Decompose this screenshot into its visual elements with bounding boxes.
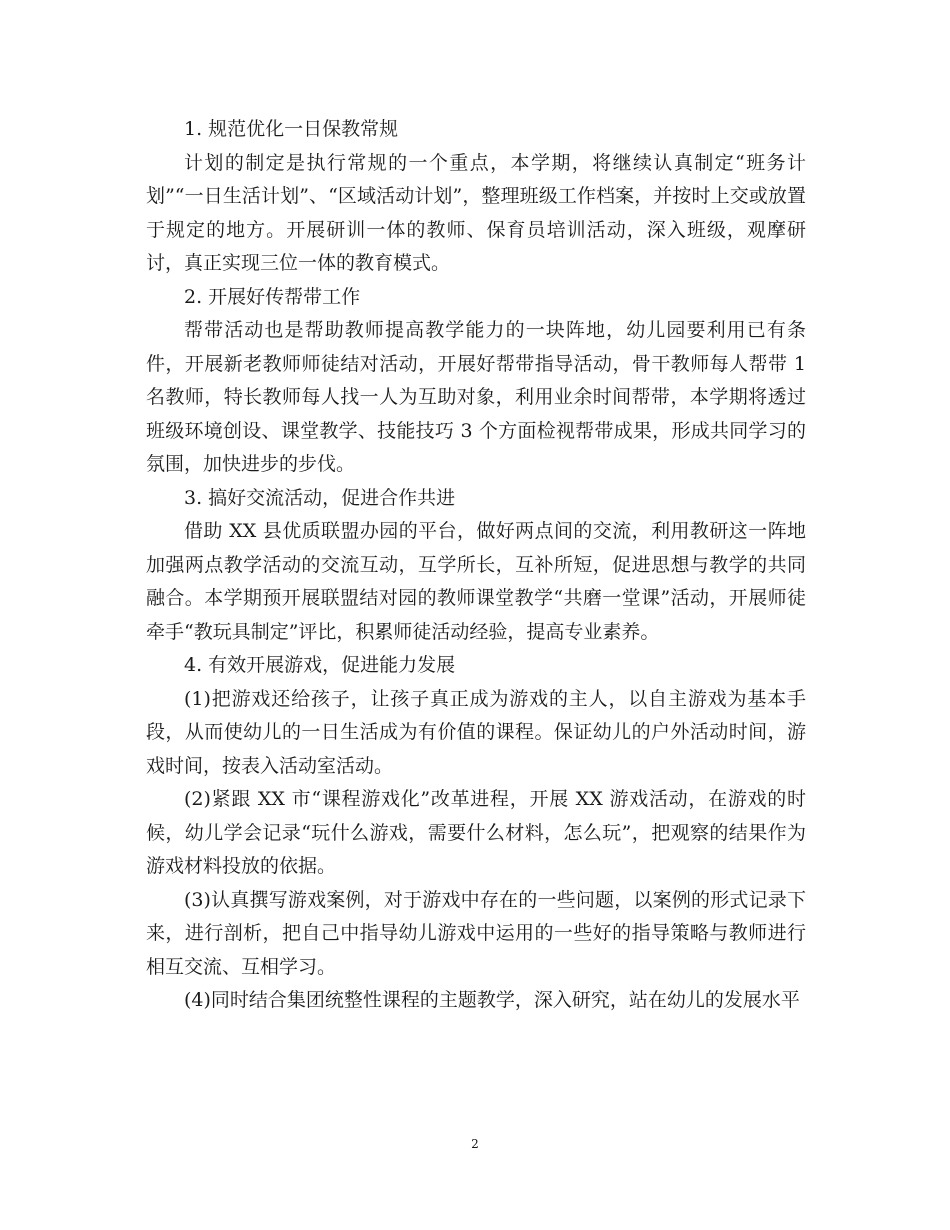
section-heading-2: 2. 开展好传帮带工作: [184, 285, 361, 308]
section-heading-4: 4. 有效开展游戏，促进能力发展: [184, 654, 456, 676]
list-item: (1)把游戏还给孩子，让孩子真正成为游戏的主人，以自主游戏为基本手段，从而使幼儿的一日生活成为有价值的课程。保证幼儿的户外活动时间，游戏时间，按表入活动室活动。: [146, 687, 806, 777]
paragraph: 帮带活动也是帮助教师提高教学能力的一块阵地，幼儿园要利用已有条件，开展新老教师师徒结对活动，开展好帮带指导活动，骨干教师每人帮带 1 名教师，特长教师每人找一人为互助对象，利用业余时间帮带，本学期将透过班级环境创设、课堂教学、技能技巧 3 个方面检视帮带成果，形成共同学习的氛围，加快进步的步伐。: [146, 319, 806, 475]
section-heading-3: 3. 搞好交流活动，促进合作共进: [184, 486, 456, 509]
paragraph: 计划的制定是执行常规的一个重点，本学期，将继续认真制定“班务计划”“一日生活计划”、“区域活动计划”，整理班级工作档案，并按时上交或放置于规定的地方。开展研训一体的教师、保育员培训活动，深入班级，观摩研讨，真正实现三位一体的教育模式。: [146, 151, 806, 274]
page-number: 2: [471, 1137, 479, 1151]
list-item: (3)认真撰写游戏案例，对于游戏中存在的一些问题，以案例的形式记录下来，进行剖析，把自己中指导幼儿游戏中运用的一些好的指导策略与教师进行相互交流、互相学习。: [146, 888, 806, 978]
paragraph: 借助 XX 县优质联盟办园的平台，做好两点间的交流，利用教研这一阵地加强两点教学活动的交流互动，互学所长，互补所短，促进思想与教学的共同融合。本学期预开展联盟结对园的教师课堂教学“共磨一堂课”活动，开展师徒牵手“教玩具制定”评比，积累师徒活动经验，提高专业素养。: [146, 520, 806, 643]
list-item: (4)同时结合集团统整性课程的主题教学，深入研究，站在幼儿的发展水平: [184, 989, 800, 1011]
list-item: (2)紧跟 XX 市“课程游戏化”改革进程，开展 XX 游戏活动，在游戏的时候，幼儿学会记录“玩什么游戏，需要什么材料，怎么玩”，把观察的结果作为游戏材料投放的依据。: [146, 788, 806, 877]
section-heading-1: 1. 规范优化一日保教常规: [184, 118, 399, 140]
document-body: [146, 113, 806, 1018]
